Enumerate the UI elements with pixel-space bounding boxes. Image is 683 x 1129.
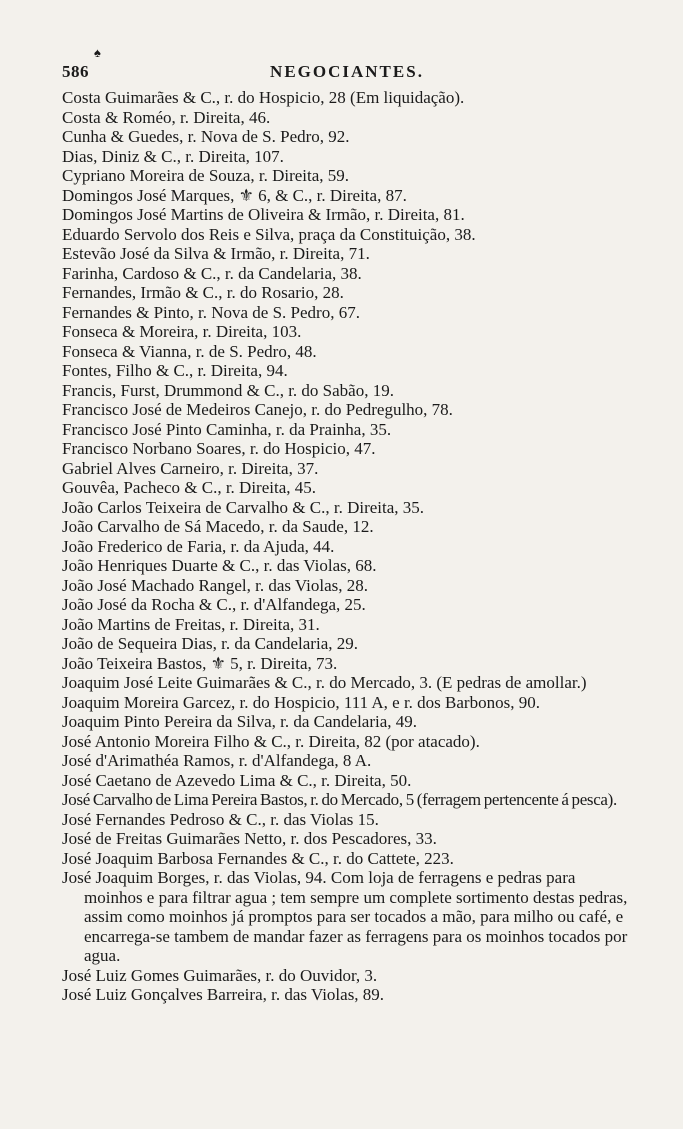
merchant-entry: Eduardo Servolo dos Reis e Silva, praça da Constituição, 38. <box>62 224 476 244</box>
merchant-entry: Joaquim José Leite Guimarães & C., r. do Mercado, 3. (E pedras de amollar.) <box>62 673 587 692</box>
merchant-entry: Cypriano Moreira de Souza, r. Direita, 59. <box>62 166 350 185</box>
merchant-entry: José Caetano de Azevedo Lima & C., r. Direita, 50. <box>62 770 412 790</box>
merchant-entry: Farinha, Cardoso & C., r. da Candelaria, 38. <box>62 263 362 283</box>
merchant-entry: João José da Rocha & C., r. d'Alfandega, 25. <box>62 595 366 614</box>
merchant-entry: José Antonio Moreira Filho & C., r. Direita, 82 (por atacado). <box>62 731 480 751</box>
merchant-entry: Cunha & Guedes, r. Nova de S. Pedro, 92. <box>62 127 350 146</box>
merchant-entry: Gabriel Alves Carneiro, r. Direita, 37. <box>62 458 319 478</box>
merchant-entry: Costa & Roméo, r. Direita, 46. <box>62 107 271 127</box>
merchant-entry: João José Machado Rangel, r. das Violas, 28. <box>62 575 369 595</box>
merchant-entry: José Luiz Gonçalves Barreira, r. das Violas, 89. <box>62 985 385 1004</box>
merchant-entry: José Joaquim Borges, r. das Violas, 94. Com loja de ferragens e pedras para moinhos e para filtrar agua ; tem sempre um complete sortimento destas pedras, assim como moinhos já promptos para ser tocados a mão, para milho ou café, e encarrega-se tambem de mandar fazer as ferragens para os moinhos tocados por agua. <box>62 868 628 965</box>
merchant-entry: José d'Arimathéa Ramos, r. d'Alfandega, 8 A. <box>62 751 372 770</box>
merchant-entry: Costa Guimarães & C., r. do Hospicio, 28 (Em liquidação). <box>62 88 465 107</box>
page-number: 586 <box>62 62 89 81</box>
merchant-entry: Fonseca & Moreira, r. Direita, 103. <box>62 322 302 341</box>
merchant-entry: Joaquim Pinto Pereira da Silva, r. da Candelaria, 49. <box>62 712 418 731</box>
merchant-entry: José Carvalho de Lima Pereira Bastos, r. do Mercado, 5 (ferragem pertencente á pesca). <box>62 790 617 809</box>
merchant-entry: João Frederico de Faria, r. da Ajuda, 44. <box>62 536 335 556</box>
merchant-entry: Dias, Diniz & C., r. Direita, 107. <box>62 146 284 166</box>
merchant-entry: Gouvêa, Pacheco & C., r. Direita, 45. <box>62 478 316 497</box>
merchant-entry: Domingos José Martins de Oliveira & Irmão, r. Direita, 81. <box>62 205 465 224</box>
merchant-entry: João Teixeira Bastos, ⚜ 5, r. Direita, 73. <box>62 653 338 673</box>
merchant-entry: Francisco José Pinto Caminha, r. da Prainha, 35. <box>62 419 392 439</box>
merchant-entry: Estevão José da Silva & Irmão, r. Direita, 71. <box>62 244 370 263</box>
merchant-list <box>62 88 630 1005</box>
merchant-entry: Fontes, Filho & C., r. Direita, 94. <box>62 361 288 380</box>
merchant-entry: Domingos José Marques, ⚜ 6, & C., r. Direita, 87. <box>62 185 407 205</box>
merchant-entry: Francisco Norbano Soares, r. do Hospicio, 47. <box>62 439 376 458</box>
merchant-entry: José Luiz Gomes Guimarães, r. do Ouvidor, 3. <box>62 965 378 985</box>
merchant-entry: José Joaquim Barbosa Fernandes & C., r. do Cattete, 223. <box>62 848 454 868</box>
merchant-entry: João Martins de Freitas, r. Direita, 31. <box>62 614 320 634</box>
page-header <box>62 62 632 86</box>
merchant-entry: Francisco José de Medeiros Canejo, r. do Pedregulho, 78. <box>62 400 453 419</box>
merchant-entry: José de Freitas Guimarães Netto, r. dos Pescadores, 33. <box>62 829 437 848</box>
merchant-entry: João de Sequeira Dias, r. da Candelaria, 29. <box>62 634 358 653</box>
merchant-entry: João Carlos Teixeira de Carvalho & C., r. Direita, 35. <box>62 497 425 517</box>
merchant-entry: Francis, Furst, Drummond & C., r. do Sabão, 19. <box>62 380 394 400</box>
section-title: NEGOCIANTES. <box>270 62 424 81</box>
merchant-entry: José Fernandes Pedroso & C., r. das Violas 15. <box>62 809 379 829</box>
merchant-entry: João Carvalho de Sá Macedo, r. da Saude, 12. <box>62 517 374 536</box>
merchant-entry: Fonseca & Vianna, r. de S. Pedro, 48. <box>62 341 317 361</box>
ornament-mark: ♠ <box>94 45 101 60</box>
merchant-entry: Fernandes & Pinto, r. Nova de S. Pedro, 67. <box>62 302 360 322</box>
merchant-entry: Fernandes, Irmão & C., r. do Rosario, 28. <box>62 283 344 302</box>
merchant-entry: João Henriques Duarte & C., r. das Violas, 68. <box>62 556 377 575</box>
merchant-entry: Joaquim Moreira Garcez, r. do Hospicio, 111 A, e r. dos Barbonos, 90. <box>62 692 540 712</box>
